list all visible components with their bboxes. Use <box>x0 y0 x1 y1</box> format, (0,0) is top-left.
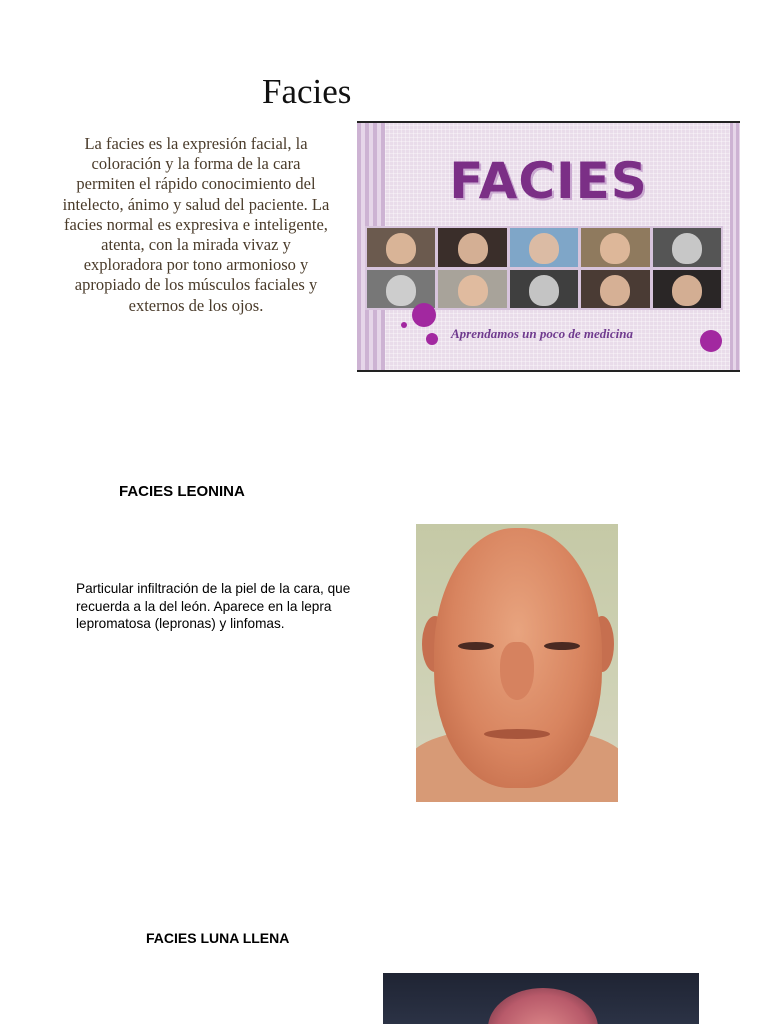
decorative-dot <box>426 333 438 345</box>
slide-caption: Aprendamos un poco de medicina <box>451 326 634 341</box>
photo-mouth <box>484 729 550 739</box>
decorative-dot <box>401 322 407 328</box>
face-thumbnail <box>438 228 506 267</box>
decorative-dot <box>700 330 722 352</box>
section-heading-facies-luna-llena: FACIES LUNA LLENA <box>146 930 290 946</box>
face-thumbnail <box>510 228 578 267</box>
facies-leonina-description: Particular infiltración de la piel de la cara, que recuerda a la del león. Aparece en la lepra lepromatosa (lepronas) y linfomas. <box>76 581 351 631</box>
section-heading-facies-leonina: FACIES LEONINA <box>119 483 245 500</box>
facies-slide-image <box>357 121 740 372</box>
intro-paragraph: La facies es la expresión facial, la coloración y la forma de la cara permiten el rápido conocimiento del intelecto, ánimo y salud del paciente. La facies normal es expresiva e inteligente, atenta, con la mirada vivaz y exploradora por tono armonioso y apropiado de los músculos faciales y externos de los ojos. <box>62 134 330 315</box>
photo-eye <box>458 642 494 650</box>
face-thumbnail <box>510 270 578 309</box>
page-title: Facies <box>262 72 352 111</box>
facies-luna-llena-photo <box>383 973 699 1024</box>
photo-eye <box>544 642 580 650</box>
face-thumbnail <box>581 228 649 267</box>
face-photo-grid <box>365 226 723 310</box>
face-thumbnail <box>653 270 721 309</box>
face-thumbnail <box>438 270 506 309</box>
face-thumbnail <box>581 270 649 309</box>
photo-head <box>488 988 598 1024</box>
face-thumbnail <box>367 228 435 267</box>
slide-heading: FACIES <box>449 152 648 210</box>
decorative-dot <box>412 303 436 327</box>
face-thumbnail <box>653 228 721 267</box>
photo-nose <box>500 642 534 700</box>
facies-leonina-photo <box>416 524 618 802</box>
